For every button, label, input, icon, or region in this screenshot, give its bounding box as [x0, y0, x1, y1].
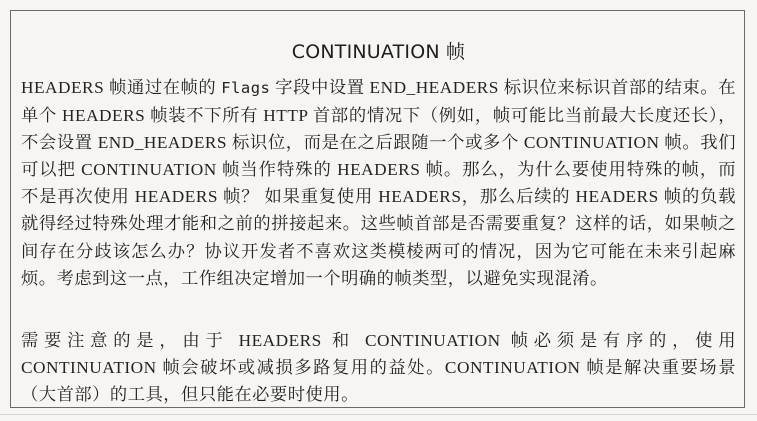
- sidebar-paragraph-1: [21, 74, 736, 292]
- paragraph-1-text-b: 字段中设置 END_HEADERS 标识位来标识首部的结束。在单个 HEADERS 帧装不下所有 HTTP 首部的情况下（例如，帧可能比当前最大长度还长），不会设置 END_HEADERS 标识位，而是在之后跟随一个或多个 CONTINUATION 帧。我们可以把 CONTINUATION 帧当作特殊的 HEADERS 帧。那么，为什么要使用特殊的帧，而不是再次使用 HEADERS 帧？ 如果重复使用 HEADERS，那么后续的 HEADERS 帧的负载就得经过特殊处理才能和之前的拼接起来。这些帧首部是否需要重复？这样的话，如果帧之间存在分歧该怎么办？协议开发者不喜欢这类模棱两可的情况，因为它可能在未来引起麻烦。考虑到这一点，工作组决定增加一个明确的帧类型，以避免实现混淆。: [21, 78, 736, 288]
- sidebar-title: CONTINUATION 帧: [291, 41, 466, 63]
- continuation-frame-sidebar: [10, 10, 745, 408]
- paragraph-1-text-a: HEADERS 帧通过在帧的: [21, 78, 222, 97]
- flags-code: Flags: [221, 79, 271, 97]
- sidebar-paragraph-2: 需要注意的是，由于 HEADERS 和 CONTINUATION 帧必须是有序的，使用 CONTINUATION 帧会破坏或减损多路复用的益处。CONTINUATION 帧是解决重要场景（大首部）的工具，但只能在必要时使用。: [21, 331, 736, 405]
- page-bottom-edge: [0, 414, 757, 415]
